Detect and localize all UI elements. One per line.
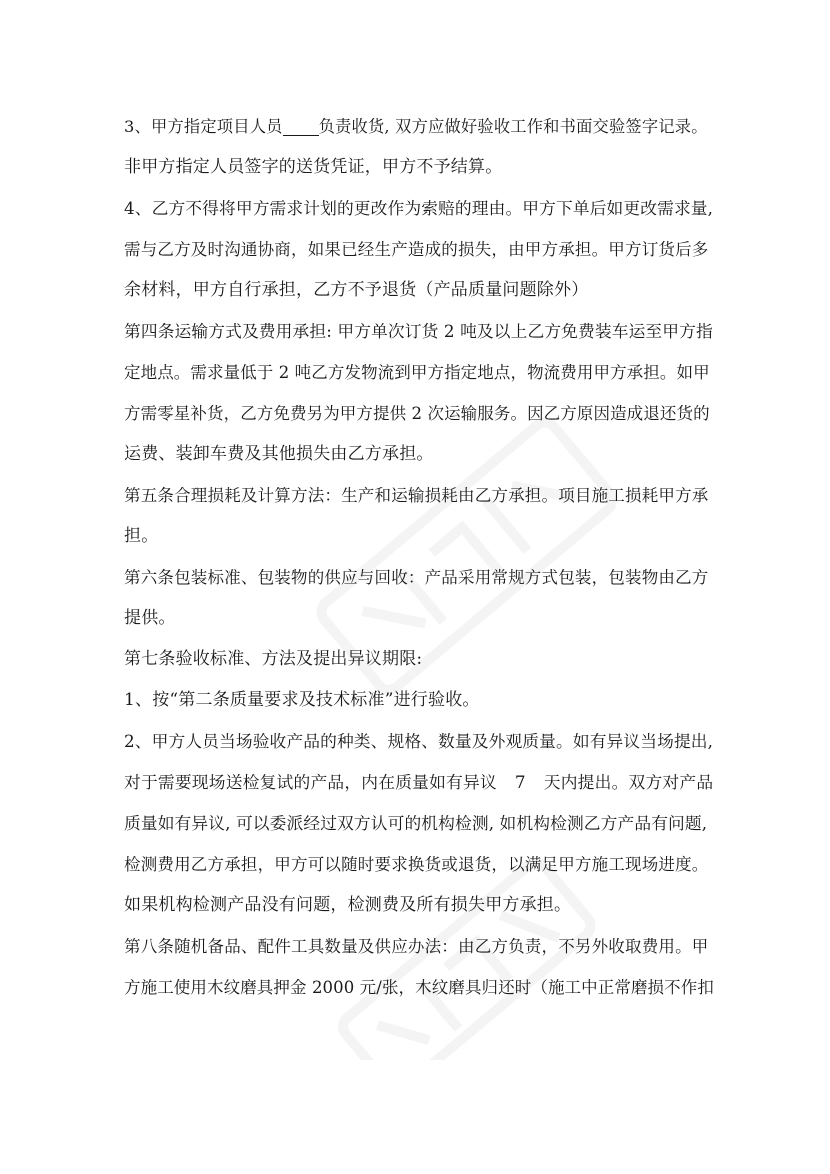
- document-body: [124, 106, 714, 1008]
- text-line-15: 1、按“第二条质量要求及技术标准”进行验收。: [124, 690, 480, 710]
- text-segment: 负责收货, 双方应做好验收工作和书面交验签字记录。: [318, 117, 708, 136]
- text-line-20: 如果机构检测产品没有问题，检测费及所有损失甲方承担。: [124, 895, 572, 915]
- text-line-22: 方施工使用木纹磨具押金 2000 元/张，木纹磨具归还时（施工中正常磨损不作扣: [124, 978, 714, 997]
- text-line-1: [124, 106, 708, 147]
- text-line-18: 质量如有异议, 可以委派经过双方认可的机构检测, 如机构检测乙方产品有问题,: [124, 813, 708, 833]
- text-line-7: 定地点。需求量低于 2 吨乙方发物流到甲方指定地点，物流费用甲方承担。如甲: [124, 363, 710, 382]
- text-line-19: 检测费用乙方承担，甲方可以随时要求换货或退货，以满足甲方施工现场进度。: [124, 855, 709, 874]
- text-line-5: 余材料，甲方自行承担，乙方不予退货（产品质量问题除外）: [124, 280, 589, 300]
- text-line-4: 需与乙方及时沟通协商，如果已经生产造成的损失，由甲方承担。甲方订货后多: [124, 240, 709, 259]
- text-line-21: 第八条随机备品、配件工具数量及供应办法：由乙方负责，不另外收取费用。甲: [124, 937, 709, 956]
- text-line-16: 2、甲方人员当场验收产品的种类、规格、数量及外观质量。如有异议当场提出,: [124, 731, 714, 751]
- fill-in-blank: [283, 117, 319, 136]
- text-line-11: 担。: [124, 526, 159, 546]
- text-line-14: 第七条验收标准、方法及提出异议期限:: [124, 649, 423, 669]
- days-value: 7: [514, 772, 526, 792]
- text-line-13: 提供。: [124, 608, 176, 628]
- text-segment: 天内提出。双方对产品: [543, 772, 714, 792]
- text-line-8: 方需零星补货，乙方免费另为甲方提供 2 次运输服务。因乙方原因造成退还货的: [124, 404, 710, 423]
- text-line-17: [124, 762, 714, 803]
- text-line-12: 第六条包装标准、包装物的供应与回收：产品采用常规方式包装，包装物由乙方: [124, 568, 709, 587]
- text-segment: 对于需要现场送检复试的产品，内在质量如有异议: [124, 772, 497, 792]
- text-line-10: 第五条合理损耗及计算方法：生产和运输损耗由乙方承担。项目施工损耗甲方承: [124, 486, 709, 505]
- text-line-3: 4、乙方不得将甲方需求计划的更改作为索赔的理由。甲方下单后如更改需求量,: [124, 198, 714, 218]
- text-line-6: 第四条运输方式及费用承担: 甲方单次订货 2 吨及以上乙方免费装车运至甲方指: [124, 321, 713, 341]
- text-line-2: 非甲方指定人员签字的送货凭证，甲方不予结算。: [124, 157, 503, 177]
- text-line-9: 运费、装卸车费及其他损失由乙方承担。: [124, 444, 434, 464]
- text-segment: 3、甲方指定项目人员: [124, 117, 283, 136]
